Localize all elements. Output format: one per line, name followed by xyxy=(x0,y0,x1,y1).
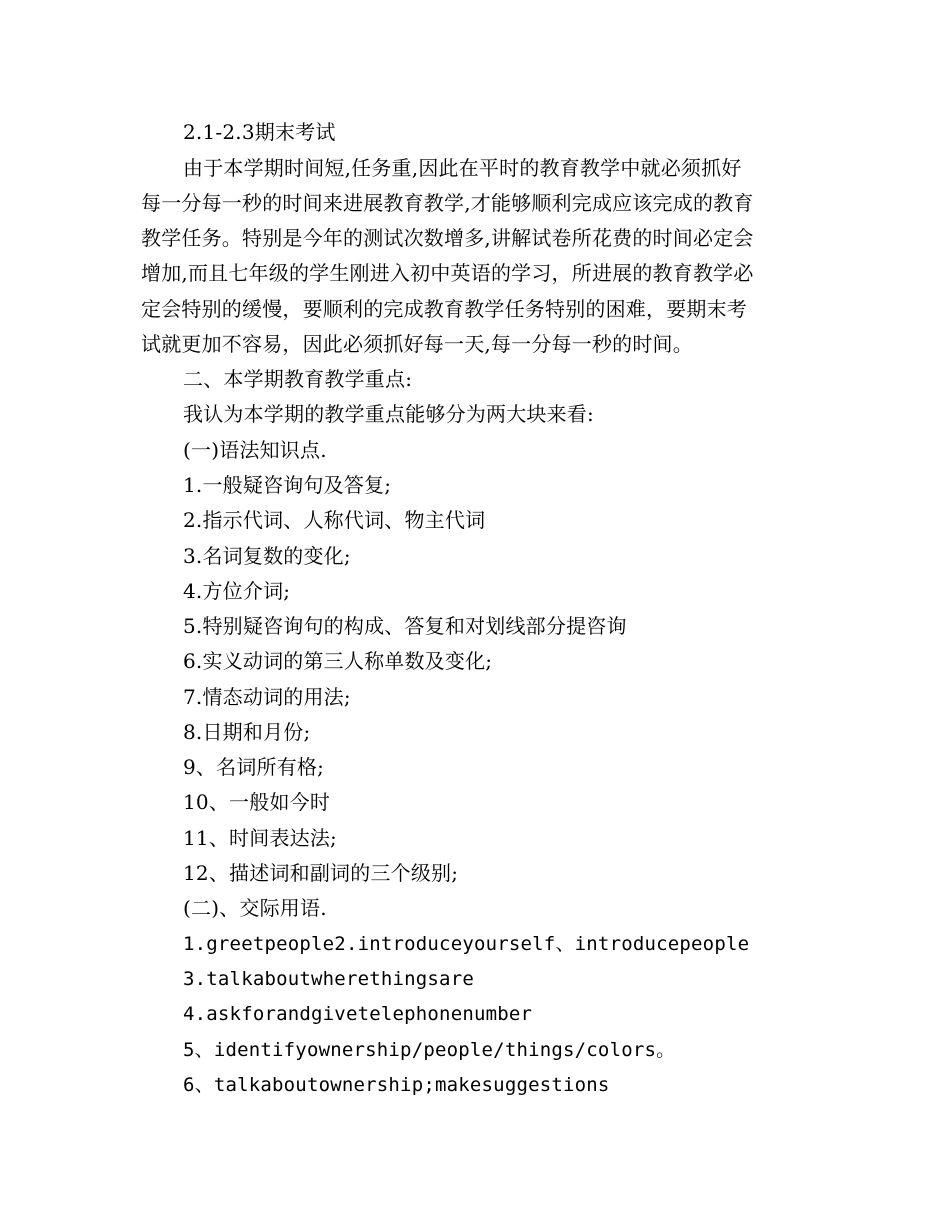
paragraph-line: 由于本学期时间短,任务重,因此在平时的教育教学中就必须抓好 xyxy=(183,156,742,180)
communication-heading: (二)、交际用语. xyxy=(183,896,327,920)
grammar-item: 12、描述词和副词的三个级别; xyxy=(183,861,459,885)
grammar-item: 6.实义动词的第三人称单数及变化; xyxy=(183,649,493,673)
grammar-heading: (一)语法知识点. xyxy=(183,438,327,462)
grammar-item: 4.方位介词; xyxy=(183,579,291,603)
grammar-item: 5.特别疑咨询句的构成、答复和对划线部分提咨询 xyxy=(183,614,627,638)
heading-teaching-focus: 二、本学期教育教学重点: xyxy=(183,367,413,391)
intro-text: 我认为本学期的教学重点能够分为两大块来看: xyxy=(183,402,594,426)
grammar-item: 1.一般疑咨询句及答复; xyxy=(183,473,392,497)
grammar-item: 7.情态动词的用法; xyxy=(183,685,351,709)
grammar-item: 10、一般如今时 xyxy=(183,790,331,814)
grammar-item: 3.名词复数的变化; xyxy=(183,544,351,568)
paragraph-line: 每一分每一秒的时间来进展教育教学,才能够顺利完成应该完成的教育 xyxy=(141,191,754,215)
communication-item: 6、talkaboutownership;makesuggestions xyxy=(183,1074,610,1096)
paragraph-line: 试就更加不容易，因此必须抓好每一天,每一分每一秒的时间。 xyxy=(141,332,693,356)
grammar-item: 11、时间表达法; xyxy=(183,826,337,850)
paragraph-line: 教学任务。特别是今年的测试次数增多,讲解试卷所花费的时间必定会 xyxy=(141,226,754,250)
communication-item: 5、identifyownership/people/things/colors。 xyxy=(183,1039,676,1061)
grammar-item: 2.指示代词、人称代词、物主代词 xyxy=(183,508,486,532)
section-heading: 2.1-2.3期末考试 xyxy=(183,120,336,144)
communication-item: 4.askforandgivetelephonenumber xyxy=(183,1003,533,1025)
paragraph-line: 定会特别的缓慢，要顺利的完成教育教学任务特别的困难，要期末考 xyxy=(141,297,747,321)
grammar-item: 9、名词所有格; xyxy=(183,755,325,779)
communication-item: 1.greetpeople2.introduceyourself、introducepeople xyxy=(183,933,750,955)
grammar-item: 8.日期和月份; xyxy=(183,720,311,744)
communication-item: 3.talkaboutwherethingsare xyxy=(183,968,474,990)
paragraph-line: 增加,而且七年级的学生刚进入初中英语的学习，所进展的教育教学必 xyxy=(141,261,754,285)
